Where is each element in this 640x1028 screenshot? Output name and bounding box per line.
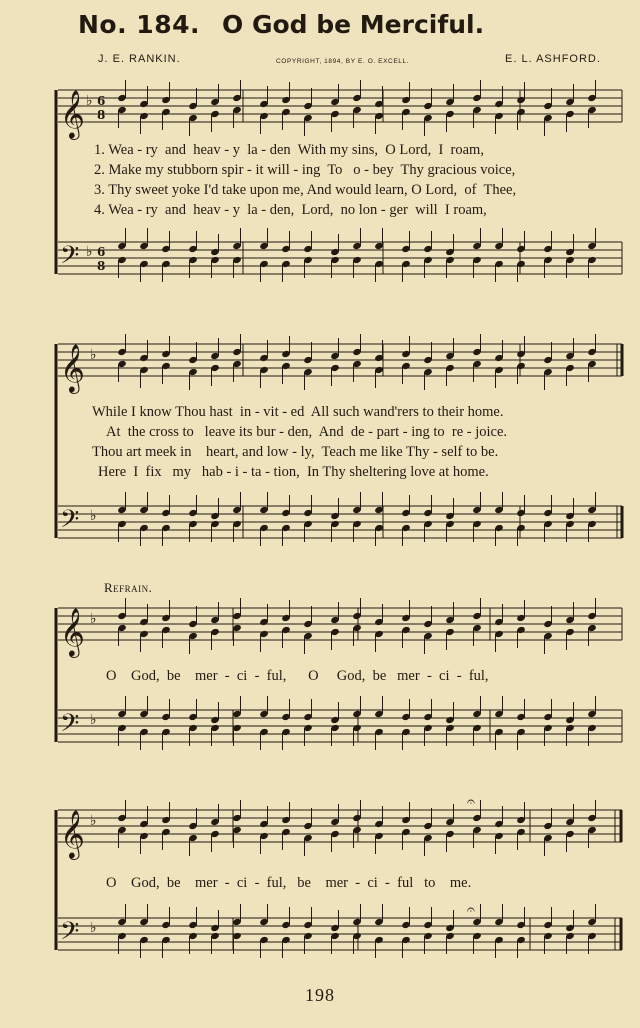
treble-clef-icon: 𝄞 <box>60 89 85 138</box>
flat-sign-icon: ♭ <box>86 93 93 109</box>
bass-clef-icon: 𝄢 <box>60 917 80 952</box>
verse-4-line-1: 4. Wea - ry and heav - y la - den, Lord, no lon - ger will I roam, <box>94 202 487 218</box>
refrain-line-2: O God, be mer - ci - ful, be mer - ci - ful to me. <box>106 875 472 891</box>
svg-text:♭: ♭ <box>90 920 97 936</box>
notes-treble <box>117 800 597 856</box>
verse-3-line-2: Thou art meek in heart, and low - ly, Teach me like Thy - self to be. <box>92 444 499 460</box>
time-signature: 6 <box>97 94 106 108</box>
flat-sign-icon: ♭ <box>90 347 97 363</box>
hymn-title: O God be Merciful. <box>222 10 485 39</box>
author-credit: J. E. RANKIN. <box>98 53 181 65</box>
bass-clef-icon: 𝄢 <box>60 505 80 540</box>
flat-sign-icon: ♭ <box>90 611 97 627</box>
flat-sign-icon: ♭ <box>90 813 97 829</box>
svg-text:6: 6 <box>97 245 106 259</box>
verse-2-line-2: At the cross to leave its bur - den, And de - part - ing to re - joice. <box>106 424 508 440</box>
svg-text:♭: ♭ <box>90 712 97 728</box>
svg-text:8: 8 <box>97 108 106 122</box>
copyright-notice: COPYRIGHT, 1894, BY E. O. EXCELL. <box>276 58 410 65</box>
svg-text:8: 8 <box>97 259 106 273</box>
fermata-icon: 𝄐 <box>467 902 475 918</box>
verse-3-line-1: 3. Thy sweet yoke I'd take upon me, And would learn, O Lord, of Thee, <box>94 182 517 198</box>
refrain-label: Refrain. <box>104 580 153 595</box>
composer-credit: E. L. ASHFORD. <box>505 53 601 65</box>
notes-treble <box>117 598 597 654</box>
notes-treble <box>117 80 597 136</box>
hymn-number: No. 184. <box>78 10 200 39</box>
treble-clef-icon: 𝄞 <box>60 809 85 858</box>
bass-clef-icon: 𝄢 <box>60 241 80 276</box>
refrain-line-1: O God, be mer - ci - ful, O God, be mer - ci - ful, <box>106 668 489 684</box>
verse-4-line-2: Here I fix my hab - i - ta - tion, In Thy sheltering love at home. <box>98 464 489 480</box>
verse-1-line-1: 1. Wea - ry and heav - y la - den With my sins, O Lord, I roam, <box>94 142 484 158</box>
notes-treble <box>117 334 597 390</box>
verse-2-line-1: 2. Make my stubborn spir - it will - ing To o - bey Thy gracious voice, <box>94 162 516 178</box>
treble-clef-icon: 𝄞 <box>60 343 85 392</box>
svg-text:♭: ♭ <box>90 508 97 524</box>
fermata-icon: 𝄐 <box>467 794 475 810</box>
page-number: 198 <box>305 985 335 1005</box>
treble-clef-icon: 𝄞 <box>60 607 85 656</box>
verse-1-line-2: While I know Thou hast in - vit - ed All such wand'rers to their home. <box>92 404 504 420</box>
bass-clef-icon: 𝄢 <box>60 709 80 744</box>
svg-text:♭: ♭ <box>86 244 93 260</box>
